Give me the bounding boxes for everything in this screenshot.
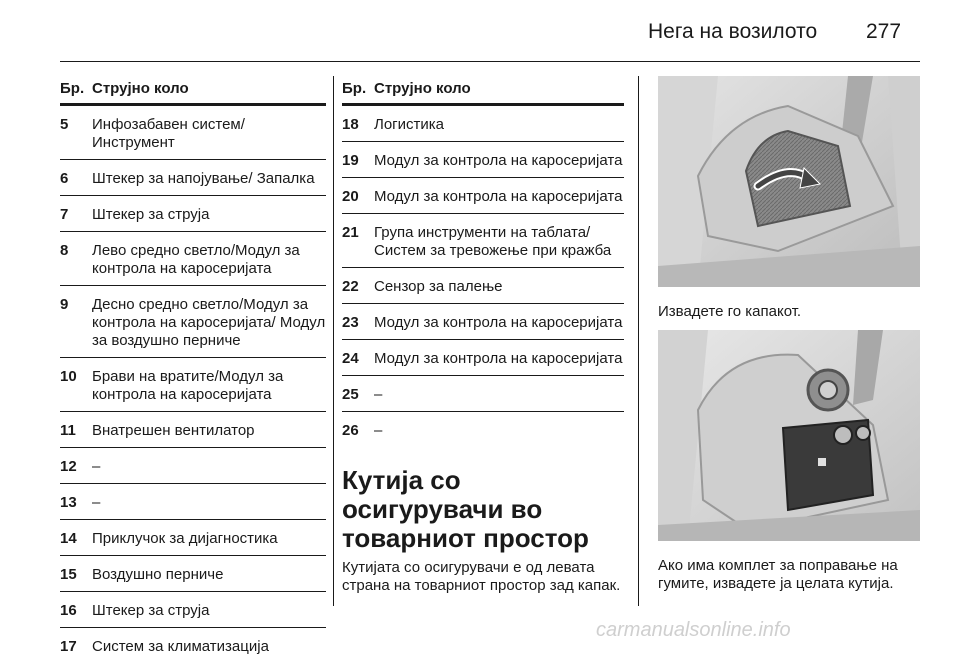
fuse-circuit: Модул за контрола на каросеријата [374,188,623,205]
watermark: carmanualsonline.info [596,619,791,641]
fuse-number: 12 [60,458,77,475]
fuse-number: 18 [342,116,359,133]
fuse-circuit: Модул за контрола на каросеријата [374,152,623,169]
fuse-circuit: – [374,422,383,439]
fuse-number: 5 [60,116,69,133]
table-row [60,106,326,160]
fuse-table-left [60,80,326,663]
table-row [60,592,326,628]
section-heading: Кутија со осигурувачи во товарниот простор [342,465,589,553]
column-header-no: Бр. [342,80,367,97]
fuse-circuit: Десно средно светло/Модул за контрола на каросеријата/ Модул за воздушно перниче [92,296,326,349]
fuse-number: 25 [342,386,359,403]
fuse-circuit: Штекер за напојување/ Запалка [92,170,315,187]
table-row [60,286,326,358]
column-divider-1 [333,76,334,606]
fuse-number: 8 [60,242,69,259]
table-header [342,80,624,106]
fuse-circuit: Модул за контрола на каросеријата [374,350,623,367]
fuse-circuit: Штекер за струја [92,206,210,223]
cover-illustration [658,76,920,287]
fuse-number: 9 [60,296,69,313]
fuse-box-illustration [658,330,920,541]
table-row [60,484,326,520]
header-rule [60,61,920,62]
fuse-circuit: Приклучок за дијагностика [92,530,278,547]
fuse-number: 10 [60,368,77,385]
fuse-circuit: Систем за климатизација [92,638,269,655]
table-row [342,214,624,268]
fuse-circuit: – [92,494,101,511]
fuse-number: 7 [60,206,69,223]
table-row [60,196,326,232]
table-header [60,80,326,106]
column-header-no: Бр. [60,80,85,97]
fuse-circuit: – [92,458,101,475]
fuse-circuit: – [374,386,383,403]
fuse-number: 22 [342,278,359,295]
fuse-circuit: Сензор за палење [374,278,503,295]
fuse-number: 19 [342,152,359,169]
table-row [60,556,326,592]
table-row [60,448,326,484]
table-row [342,178,624,214]
figure-caption-2: Ако има комплет за поправање на гумите, извадете ја целата кутија. [658,557,898,592]
fuse-number: 6 [60,170,69,187]
fuse-table-right [342,80,624,595]
fuse-circuit: Модул за контрола на каросеријата [374,314,623,331]
fuse-circuit: Инфозабавен систем/ Инструмент [92,116,245,151]
fuse-number: 26 [342,422,359,439]
table-row [342,106,624,142]
column-header-circuit: Струјно коло [92,80,189,97]
table-row [342,304,624,340]
fuse-number: 23 [342,314,359,331]
fuse-circuit: Логистика [374,116,445,133]
fuse-circuit: Штекер за струја [92,602,210,619]
fuse-number: 17 [60,638,77,655]
figure-fuse-box [658,330,920,541]
fuse-circuit: Воздушно перниче [92,566,224,583]
table-row [342,376,624,412]
running-header-title: Нега на возилото [648,20,818,43]
table-row [60,520,326,556]
fuse-circuit: Внатрешен вентилатор [92,422,255,439]
table-row [342,412,624,447]
page-number: 277 [866,20,902,43]
fuse-number: 11 [60,422,76,439]
figure-remove-cover [658,76,920,287]
table-row [60,232,326,286]
fuse-circuit: Брави на вратите/Модул за контрола на каросеријата [92,368,284,403]
fuse-circuit: Група инструменти на таблата/Систем за тревожење при кражба [374,224,612,259]
fuse-number: 24 [342,350,359,367]
figure-caption-1: Извадете го капакот. [658,303,802,320]
table-row [60,160,326,196]
fuse-number: 21 [342,224,359,241]
section-body: Кутијата со осигурувачи е од левата страна на товарниот простор зад капак. [342,559,621,594]
column-divider-2 [638,76,639,606]
table-row [342,268,624,304]
fuse-number: 13 [60,494,77,511]
column-header-circuit: Струјно коло [374,80,471,97]
fuse-number: 14 [60,530,77,547]
table-row [60,412,326,448]
table-row [342,340,624,376]
fuse-number: 15 [60,566,77,583]
fuse-circuit: Лево средно светло/Модул за контрола на каросеријата [92,242,300,277]
table-row [60,628,326,663]
table-row [60,358,326,412]
fuse-number: 20 [342,188,359,205]
table-row [342,142,624,178]
fuse-number: 16 [60,602,77,619]
